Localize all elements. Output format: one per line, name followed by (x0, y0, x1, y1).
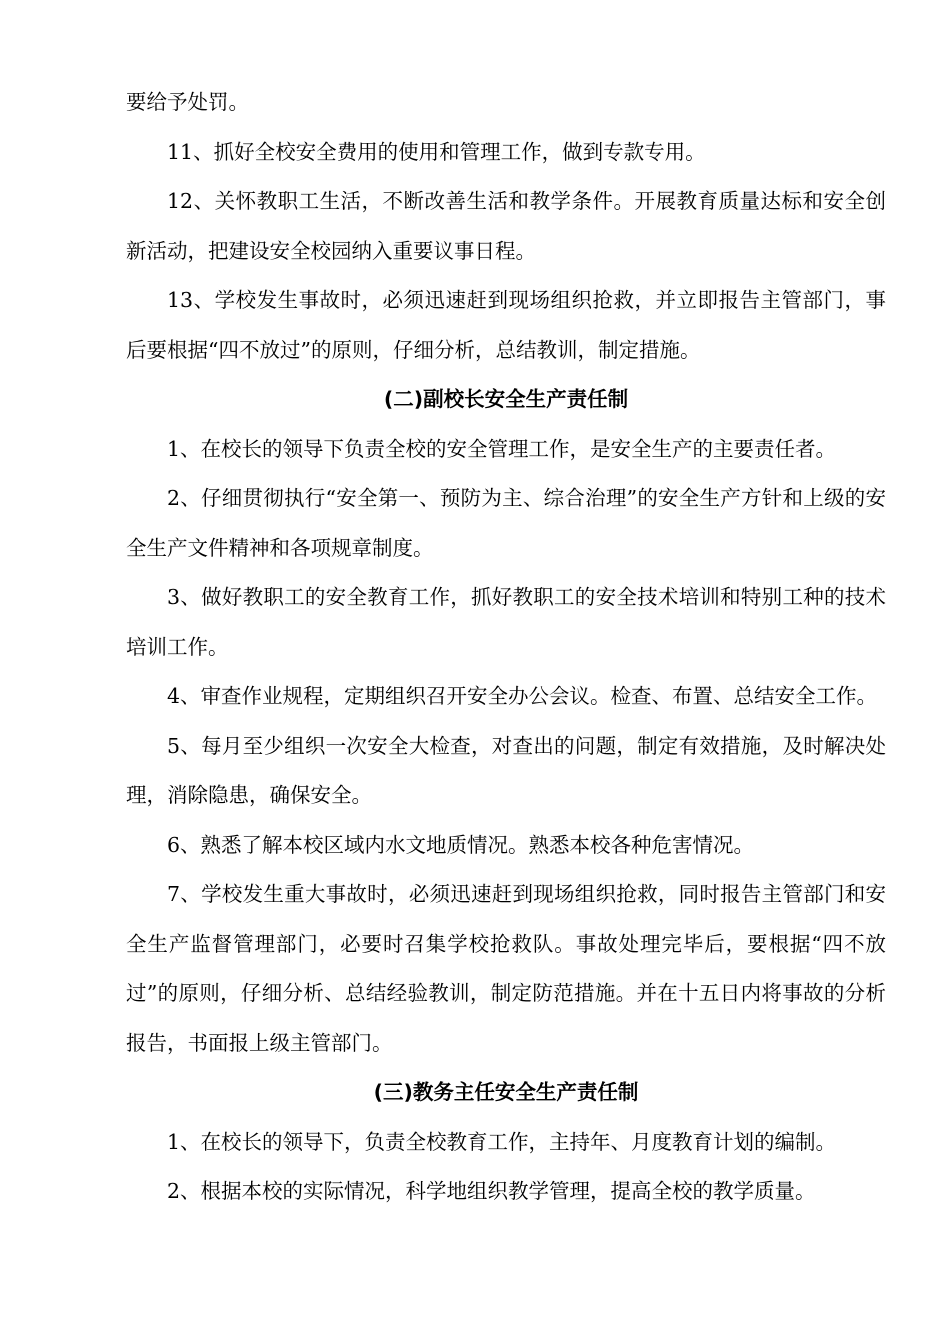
paragraph: 2、仔细贯彻执行“安全第一、预防为主、综合治理”的安全生产方针和上级的安全生产文件精神和各项规章制度。 (126, 486, 886, 560)
document-body (126, 78, 886, 1217)
paragraph: 13、学校发生事故时，必须迅速赶到现场组织抢救，并立即报告主管部门，事后要根据“四不放过”的原则，仔细分析，总结教训，制定措施。 (126, 288, 886, 362)
paragraph: 2、根据本校的实际情况，科学地组织教学管理，提高全校的教学质量。 (167, 1179, 816, 1203)
paragraph: 11、抓好全校安全费用的使用和管理工作，做到专款专用。 (167, 139, 706, 164)
paragraph: 12、关怀教职工生活，不断改善生活和教学条件。开展教育质量达标和安全创新活动，把建设安全校园纳入重要议事日程。 (126, 189, 886, 263)
paragraph: 7、学校发生重大事故时，必须迅速赶到现场组织抢救，同时报告主管部门和安全生产监督管理部门，必要时召集学校抢救队。事故处理完毕后，要根据“四不放过”的原则，仔细分析、总结经验教训，制定防范措施。并在十五日内将事故的分析报告，书面报上级主管部门。 (126, 882, 886, 1055)
section-heading: (二)副校长安全生产责任制 (383, 387, 629, 411)
paragraph: 3、做好教职工的安全教育工作，抓好教职工的安全技术培训和特别工种的技术培训工作。 (126, 585, 886, 659)
paragraph: 1、在校长的领导下，负责全校教育工作，主持年、月度教育计划的编制。 (167, 1129, 837, 1154)
paragraph: 4、审查作业规程，定期组织召开安全办公会议。检查、布置、总结安全工作。 (167, 684, 878, 708)
paragraph: 1、在校长的领导下负责全校的安全管理工作，是安全生产的主要责任者。 (167, 436, 837, 461)
paragraph: 5、每月至少组织一次安全大检查，对查出的问题，制定有效措施，及时解决处理，消除隐患，确保安全。 (126, 733, 886, 807)
paragraph: 要给予处罚。 (126, 90, 249, 114)
section-heading: (三)教务主任安全生产责任制 (373, 1080, 639, 1104)
paragraph: 6、熟悉了解本校区域内水文地质情况。熟悉本校各种危害情况。 (167, 832, 755, 857)
